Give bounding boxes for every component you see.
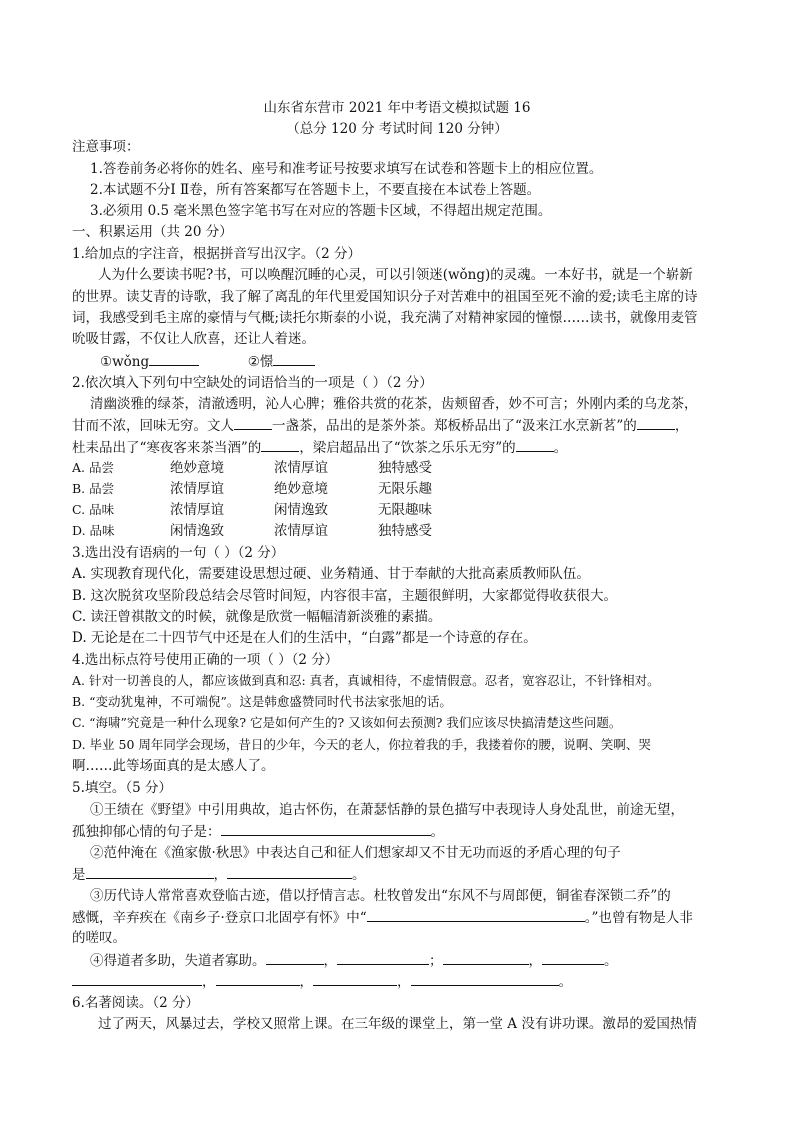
q1-passage-line: 人为什么要读书呢?书，可以唤醒沉睡的心灵，可以引领迷(wǒng)的灵魂。一本好书，就是一个崭新 [98,267,693,283]
q6-passage-line: 过了两天，风暴过去，学校又照常上课。在三年级的课堂上，第一堂 A 没有讲功课。激昂的爱国热情 [98,1016,697,1032]
q5-item-3-cont [72,907,693,928]
q5-answer-blank[interactable] [86,864,214,879]
section-heading: 一、积累运用（共 20 分） [72,224,233,240]
q4-option: D. 毕业 50 周年同学会现场，昔日的少年，今天的老人，你拉着我的手，我搂着你的腰，说啊、笑啊、哭 [72,737,651,752]
q5-answer-blank[interactable] [443,950,529,965]
q2-text: 杜耒品出了“寒夜客来茶当酒”的 [72,440,262,456]
q5-item-3-end: 的嗟叹。 [72,930,126,946]
q2-option-word: 浓情厚谊 [170,502,224,518]
q5-answer-blank[interactable] [221,821,431,836]
q5-text: ， [397,974,411,990]
q4-option: C. “海啸”究竟是一种什么现象? 它是如何产生的? 又该如何去预测? 我们应该尽快搞清楚这些问题。 [72,715,622,730]
exam-title: 山东省东营市 2021 年中考语文模拟试题 16 [263,100,531,116]
q2-option-word: 闲情逸致 [170,523,224,539]
q1-passage-line: 的世界。读艾青的诗歌，我了解了离乱的年代里爱国知识分子对苦难中的祖国至死不渝的爱;读毛主席的诗 [72,289,698,305]
q5-stem: 5.填空。（5 分） [72,780,173,796]
q5-text: ， [323,953,337,969]
q2-option-label: B. 品尝 [72,481,115,496]
q2-passage-line [72,437,567,458]
q1-blank-label: ①wǒng [100,354,150,370]
q5-answer-blank[interactable] [367,907,585,922]
notice-heading: 注意事项： [72,139,140,155]
q5-answer-blank[interactable] [542,950,604,965]
q1-blank-label: ②憬 [247,354,274,370]
q5-answer-blank[interactable] [216,971,300,986]
q1-passage-line: 吮吸甘露，不仅让人欣喜，还让人着迷。 [72,331,315,347]
q4-option-continued: 啊……此等场面真的是太感人了。 [72,758,275,774]
q3-option: A. 实现教育现代化，需要建设思想过硬、业务精通、甘于奉献的大批高素质教师队伍。 [72,566,590,582]
q5-answer-blank[interactable] [227,864,352,879]
q2-text: ，梁启超品出了“饮茶之乐乐无穷”的 [299,440,516,456]
q1-stem: 1.给加点的字注音，根据拼音写出汉字。（2 分） [72,246,362,262]
q2-option-word: 浓情厚谊 [170,481,224,497]
q2-option-label: D. 品味 [72,523,115,538]
q2-blank[interactable] [516,437,554,452]
q2-stem: 2.依次填入下列句中空缺处的词语恰当的一项是（ ）（2 分） [72,375,433,391]
q2-blank[interactable] [234,415,272,430]
q2-option-word: 独特感受 [378,460,432,476]
q5-text: 。 [604,953,618,969]
q2-text: ， [674,418,689,434]
q5-text: ； [429,953,443,969]
q5-item-1-cont [72,821,444,842]
q4-option: B. “变动犹鬼神，不可端倪”。这是韩愈盛赞同时代书法家张旭的话。 [72,694,452,709]
q1-passage-line: 词，我感受到毛主席的豪情与气概;读托尔斯泰的小说，我充满了对精神家园的憧憬……读书，就像用麦管 [72,310,698,326]
q5-answer-blank[interactable] [266,950,324,965]
q5-answer-blank[interactable] [337,950,429,965]
q2-option-label: C. 品味 [72,502,115,517]
q4-option: A. 针对一切善良的人，都应该做到真和忍: 真者，真诚相待，不虚情假意。忍者，宽容忍让，不针锋相对。 [72,673,660,688]
q4-stem: 4.选出标点符号使用正确的一项（ ）（2 分） [72,652,339,668]
q5-text: 孤独抑郁心情的句子是： [72,824,221,840]
q5-text: ， [213,867,227,883]
q5-answer-blank[interactable] [313,971,397,986]
q2-option-word: 无限乐趣 [378,481,432,497]
q2-passage-line [72,415,688,436]
q5-text: 。 [558,974,572,990]
q5-text: ④得道者多助，失道者寡助。 [90,953,266,969]
q1-answer-blank[interactable] [149,351,199,366]
notice-item-3: 3.必须用 0.5 毫米黑色签字笔书写在对应的答题卡区域，不得超出规定范围。 [90,203,552,219]
q5-text: ， [528,953,542,969]
q5-item-4-cont [72,971,572,992]
q3-option: B. 这次脱贫攻坚阶段总结会尽管时间短，内容很丰富，主题很鲜明，大家都觉得收获很大。 [72,588,618,604]
notice-item-2: 2.本试题不分Ⅰ Ⅱ卷，所有答案都写在答题卡上，不要直接在本试卷上答题。 [90,182,541,198]
q2-blank[interactable] [261,437,299,452]
notice-item-1: 1.答卷前务必将你的姓名、座号和准考证号按要求填写在试卷和答题卡上的相应位置。 [90,161,603,177]
q5-item-3: ③历代诗人常常喜欢登临古迹，借以抒情言志。杜牧曾发出“东风不与周郎便，铜雀春深锁二乔”的 [90,888,671,904]
q5-item-2-cont [72,864,366,885]
q5-text: ， [299,974,313,990]
q5-text: 感慨，辛弃疾在《南乡子·登京口北固亭有怀》中“ [72,910,367,926]
q2-text: 一盏茶，品出的是茶外茶。郑板桥品出了“汲来江水烹新茗”的 [272,418,637,434]
q5-item-2: ②范仲淹在《渔家傲·秋思》中表达自己和征人们想家却又不甘无功而返的矛盾心理的句子 [90,845,621,861]
q2-option-word: 浓情厚谊 [274,523,328,539]
q2-option-label: A. 品尝 [72,460,114,475]
q2-blank[interactable] [637,415,675,430]
q3-option: C. 读汪曾祺散文的时候，就像是欣赏一幅幅清新淡雅的素描。 [72,609,442,625]
q1-answer-blank[interactable] [273,351,315,366]
q2-option-word: 无限趣味 [378,502,432,518]
q2-option-word: 闲情逸致 [274,502,328,518]
q2-option-word: 绝妙意境 [274,481,328,497]
q6-stem: 6.名著阅读。（2 分） [72,995,200,1011]
exam-subtitle: （总分 120 分 考试时间 120 分钟） [286,121,508,137]
q5-answer-blank[interactable] [411,971,559,986]
q2-passage-line: 清幽淡雅的绿茶，清澈透明，沁人心脾；雅俗共赏的花茶，齿颊留香，妙不可言；外刚内柔的乌龙茶， [90,396,698,412]
q5-answer-blank[interactable] [72,971,202,986]
q2-option-word: 独特感受 [378,523,432,539]
q3-option: D. 无论是在二十四节气中还是在人们的生活中，“白露”都是一个诗意的存在。 [72,630,537,646]
q1-answer-row [100,351,315,372]
q5-item-1: ①王绩在《野望》中引用典故，追古怀伤，在萧瑟恬静的景色描写中表现诗人身处乱世，前途无望， [90,802,684,818]
q2-option-word: 浓情厚谊 [274,460,328,476]
q5-text: 。 [352,867,366,883]
q5-text: 。”也曾有物是人非 [584,910,693,926]
q5-text: 是 [72,867,86,883]
q2-option-word: 绝妙意境 [170,460,224,476]
q2-text: 甘而不浓，回味无穷。文人 [72,418,234,434]
q5-item-4 [90,950,618,971]
q3-stem: 3.选出没有语病的一句（ ）（2 分） [72,545,285,561]
q5-text: 。 [430,824,444,840]
q5-text: ， [202,974,216,990]
q2-text: 。 [553,440,568,456]
